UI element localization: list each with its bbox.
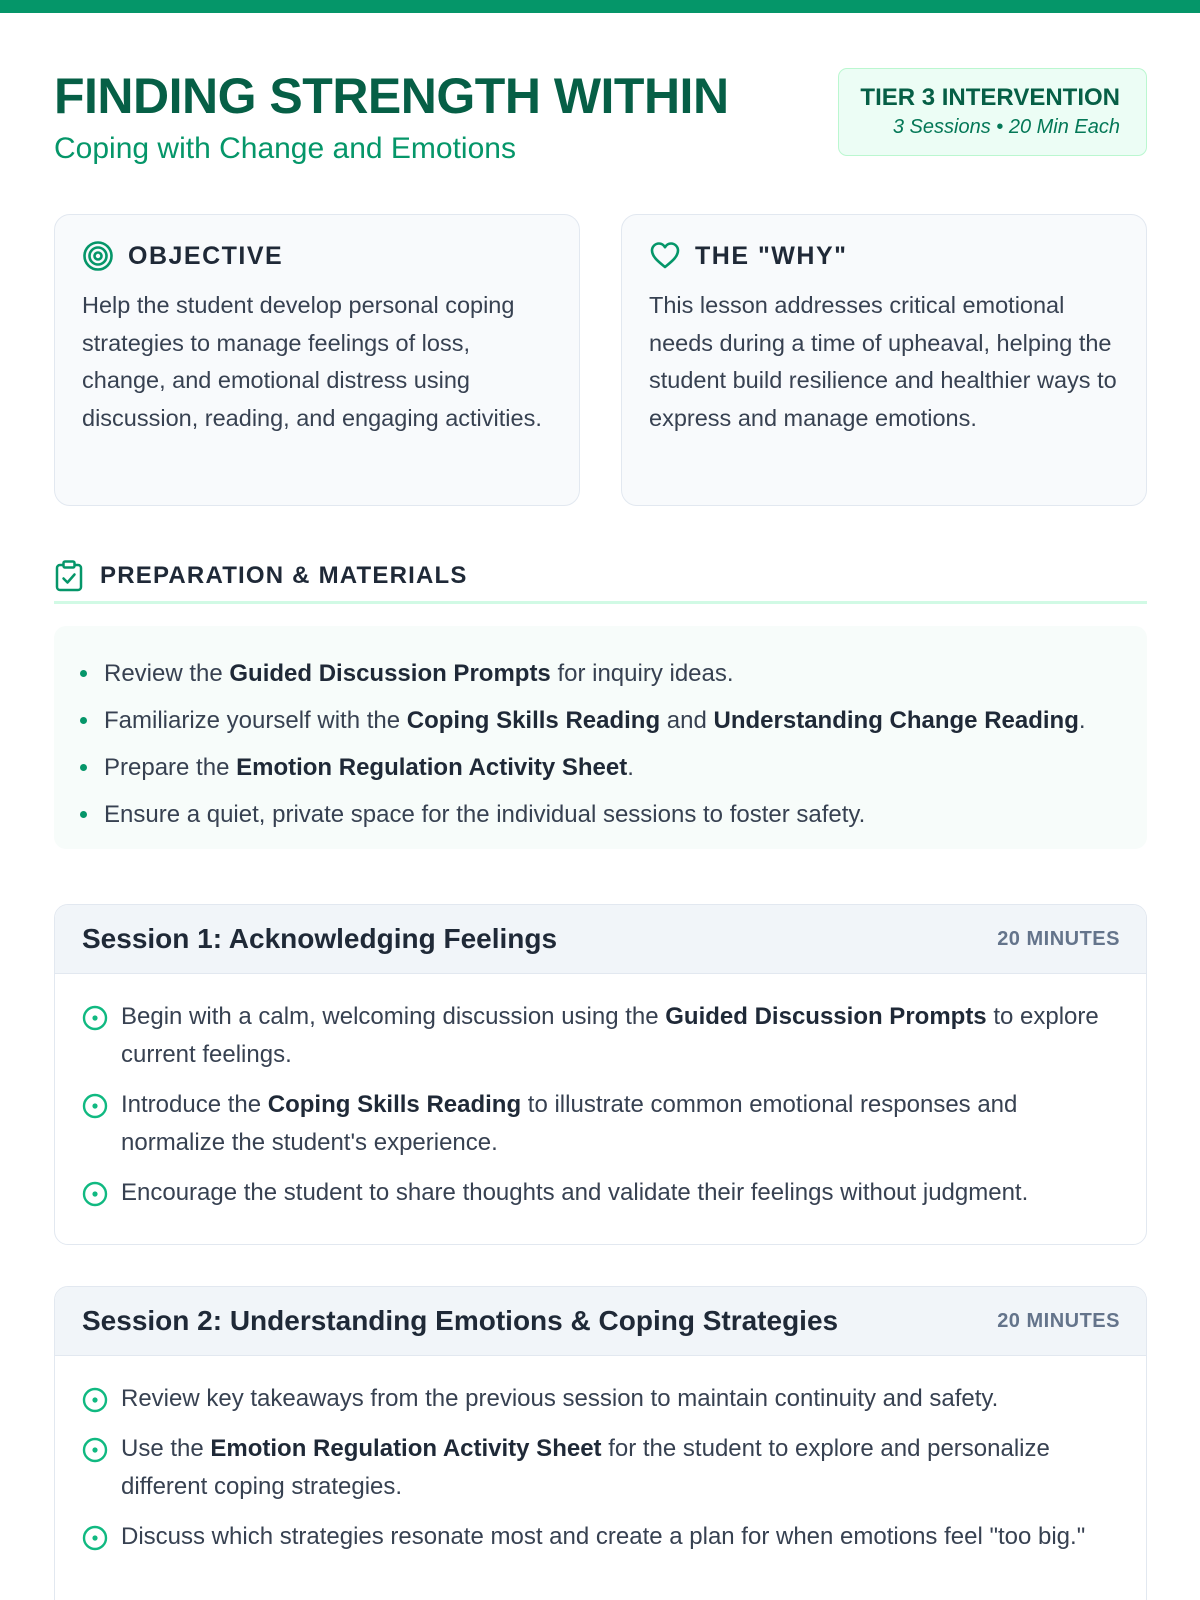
why-title: THE "WHY" [695, 241, 848, 270]
objective-text: Help the student develop personal coping strategies to manage feelings of loss, change, and emotional distress using discussion, reading, and engaging activities. [82, 292, 542, 431]
page-header [54, 66, 1147, 166]
why-text: This lesson addresses critical emotional needs during a time of upheaval, helping the student build resilience and healthier ways to express and manage emotions. [649, 292, 1117, 431]
list-item: Review the Guided Discussion Prompts for inquiry ideas. [80, 650, 1147, 697]
preparation-section-header [54, 560, 1147, 604]
preparation-title: PREPARATION & MATERIALS [100, 562, 468, 589]
step-circle-icon [82, 1437, 108, 1463]
session-title: Session 1: Acknowledging Feelings [82, 923, 558, 954]
target-icon [82, 240, 114, 272]
step-circle-icon [82, 1005, 108, 1031]
session-duration: 20 MINUTES [997, 927, 1120, 950]
session-2-card [54, 1286, 1147, 1600]
step-circle-icon [82, 1093, 108, 1119]
objective-card [54, 214, 580, 506]
session-step: Encourage the student to share thoughts and validate their feelings without judgment. [82, 1174, 1120, 1212]
session-step: Begin with a calm, welcoming discussion using the Guided Discussion Prompts to explore current feelings. [82, 998, 1120, 1074]
session-1-card [54, 904, 1147, 1245]
page-subtitle: Coping with Change and Emotions [54, 132, 516, 165]
session-step: Review key takeaways from the previous session to maintain continuity and safety. [82, 1380, 1120, 1418]
session-step: Use the Emotion Regulation Activity Sheet for the student to explore and personalize different coping strategies. [82, 1430, 1120, 1506]
list-item: Familiarize yourself with the Coping Skills Reading and Understanding Change Reading. [80, 697, 1147, 744]
why-card [621, 214, 1147, 506]
bullet-dot [80, 717, 87, 724]
tier-label: TIER 3 INTERVENTION [860, 84, 1120, 111]
session-step: Discuss which strategies resonate most and create a plan for when emotions feel "too big." [82, 1518, 1120, 1556]
bullet-dot [80, 811, 87, 818]
top-accent-bar [0, 0, 1200, 13]
session-header [55, 1287, 1146, 1356]
list-item: Ensure a quiet, private space for the individual sessions to foster safety. [80, 791, 1147, 838]
step-circle-icon [82, 1387, 108, 1413]
objective-header [82, 239, 553, 273]
bullet-dot [80, 670, 87, 677]
session-step: Introduce the Coping Skills Reading to illustrate common emotional responses and normalize the student's experience. [82, 1086, 1120, 1162]
page-title: FINDING STRENGTH WITHIN [54, 68, 729, 124]
why-header [649, 239, 1120, 273]
session-title: Session 2: Understanding Emotions & Coping Strategies [82, 1305, 839, 1336]
preparation-list [54, 626, 1147, 849]
step-circle-icon [82, 1525, 108, 1551]
tier-badge [838, 68, 1147, 156]
heart-icon [649, 240, 681, 272]
session-steps [55, 1356, 1146, 1556]
session-duration: 20 MINUTES [997, 1309, 1120, 1332]
clipboard-check-icon [54, 560, 84, 592]
step-circle-icon [82, 1181, 108, 1207]
session-header [55, 905, 1146, 974]
session-steps [55, 974, 1146, 1212]
objective-title: OBJECTIVE [128, 241, 284, 270]
bullet-dot [80, 764, 87, 771]
tier-detail: 3 Sessions • 20 Min Each [892, 116, 1120, 138]
list-item: Prepare the Emotion Regulation Activity Sheet. [80, 744, 1147, 791]
